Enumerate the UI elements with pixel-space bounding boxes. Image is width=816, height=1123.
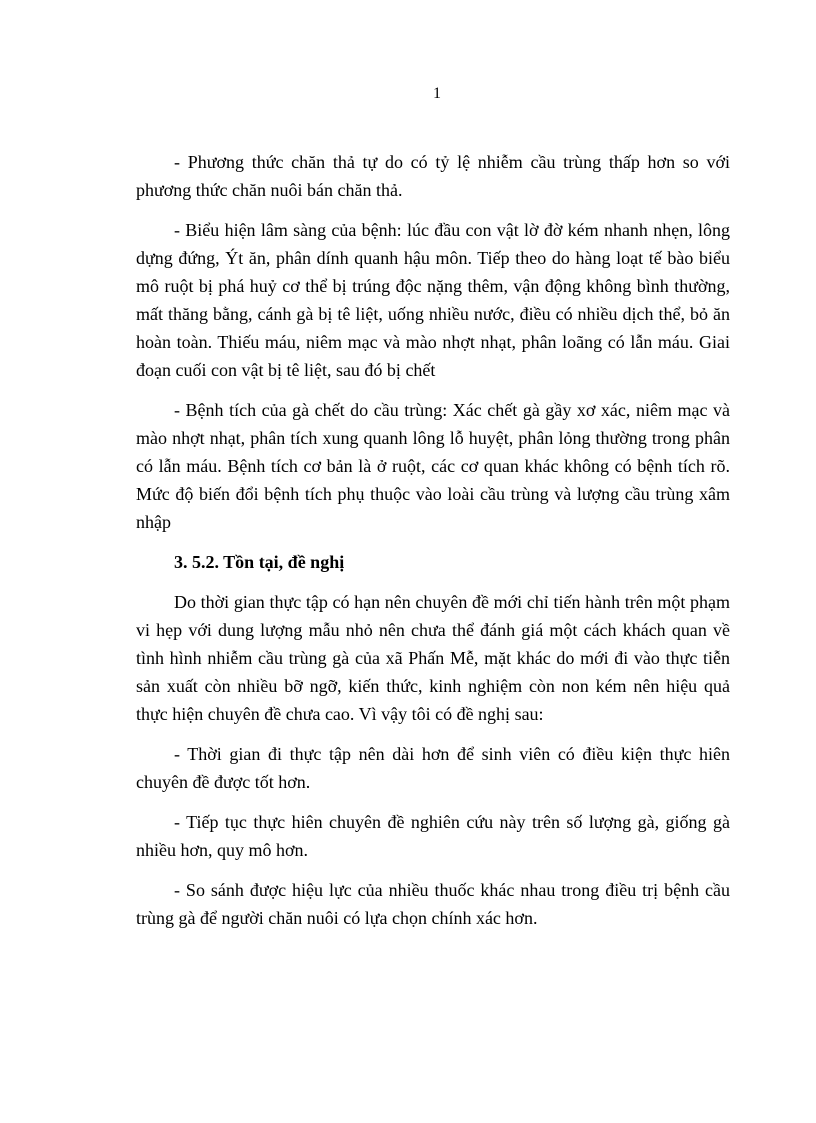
paragraph-lesions: - Bệnh tích của gà chết do cầu trùng: Xác chết gà gầy xơ xác, niêm mạc và mào nhợt nhạt, phân tích xung quanh lông lỗ huyệt, phân lỏng thường trong phân có lẫn máu. Bệnh tích cơ bản là ở ruột, các cơ quan khác không có bệnh tích rõ. Mức độ biến đổi bệnh tích phụ thuộc vào loài cầu trùng và lượng cầu trùng xâm nhập: [136, 400, 730, 532]
section-heading: 3. 5.2. Tồn tại, đề nghị: [174, 552, 345, 572]
paragraph-infection-rate: - Phương thức chăn thả tự do có tỷ lệ nhiễm cầu trùng thấp hơn so với phương thức chăn nuôi bán chăn thả.: [136, 152, 730, 200]
paragraph-limitations: Do thời gian thực tập có hạn nên chuyên đề mới chỉ tiến hành trên một phạm vi hẹp với dung lượng mẫu nhỏ nên chưa thể đánh giá một cách khách quan về tình hình nhiễm cầu trùng gà của xã Phấn Mễ, mặt khác do mới đi vào thực tiễn sản xuất còn nhiều bỡ ngỡ, kiến thức, kinh nghiệm còn non kém nên hiệu quả thực hiện chuyên đề chưa cao. Vì vậy tôi có đề nghị sau:: [136, 592, 730, 724]
paragraph-clinical-signs: - Biểu hiện lâm sàng của bệnh: lúc đầu con vật lờ đờ kém nhanh nhẹn, lông dựng đứng, Ýt ăn, phân dính quanh hậu môn. Tiếp theo do hàng loạt tế bào biểu mô ruột bị phá huỷ cơ thể bị trúng độc nặng thêm, vận động không bình thường, mất thăng bằng, cánh gà bị tê liệt, uống nhiều nước, điều có nhiều dịch thể, bỏ ăn hoàn toàn. Thiếu máu, niêm mạc và mào nhợt nhạt, phân loãng có lẫn máu. Giai đoạn cuối con vật bị tê liệt, sau đó bị chết: [136, 220, 730, 380]
recommendation-item: - Tiếp tục thực hiên chuyên đề nghiên cứu này trên số lượng gà, giống gà nhiều hơn, quy mô hơn.: [136, 812, 730, 860]
recommendation-item: - Thời gian đi thực tập nên dài hơn để sinh viên có điều kiện thực hiên chuyên đề được tốt hơn.: [136, 744, 730, 792]
page-body: [136, 148, 730, 944]
page-number: 1: [433, 85, 441, 102]
recommendation-item: - So sánh được hiệu lực của nhiều thuốc khác nhau trong điều trị bệnh cầu trùng gà để người chăn nuôi có lựa chọn chính xác hơn.: [136, 880, 730, 928]
